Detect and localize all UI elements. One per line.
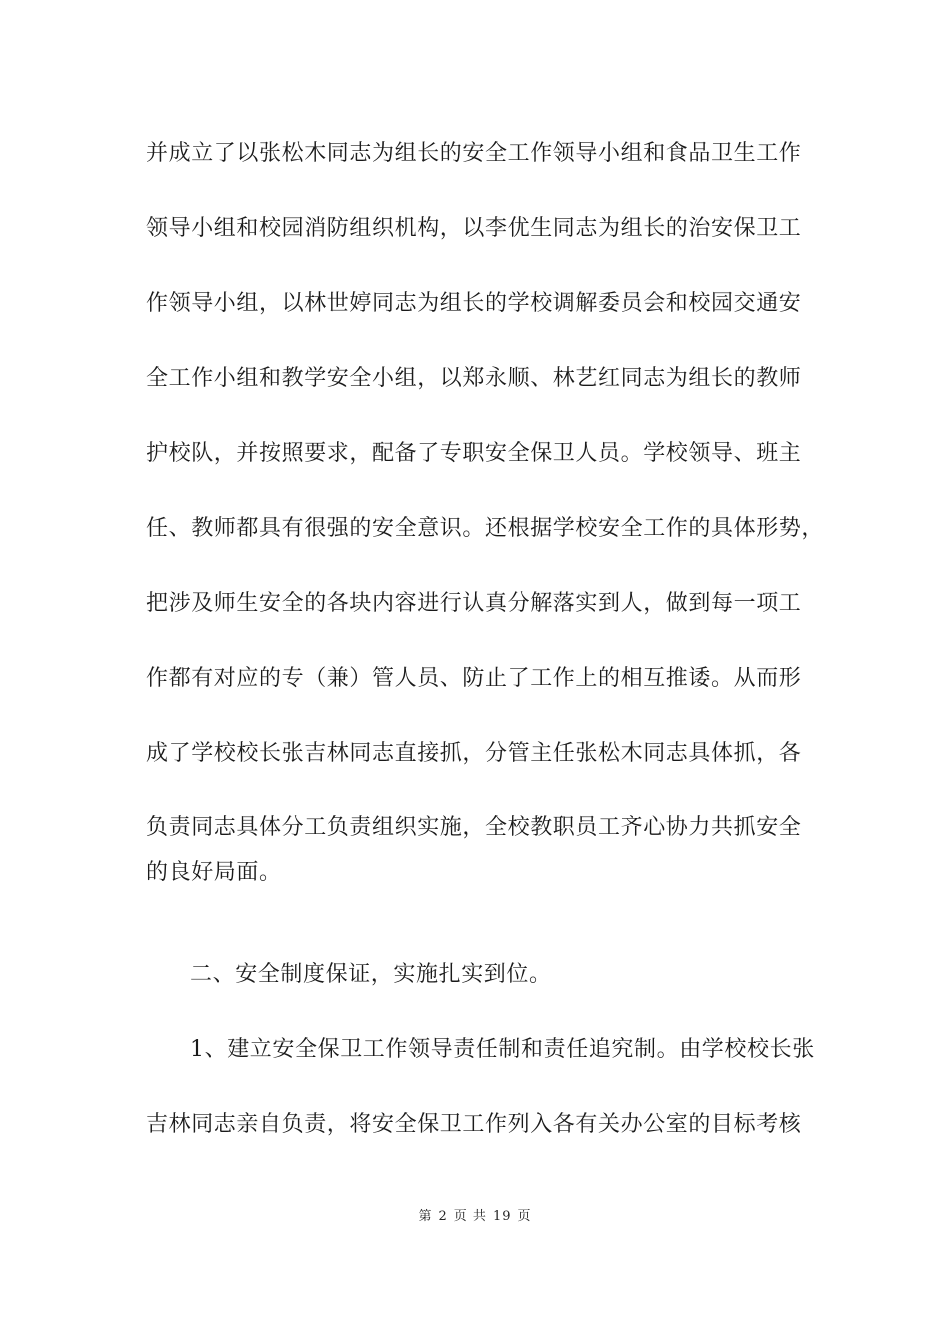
numbered-paragraph-start: 1、建立安全保卫工作领导责任制和责任追究制。由学校校长张 [190, 1037, 815, 1062]
footer-prefix: 第 [418, 1209, 433, 1224]
body-text-line: 任、教师都具有很强的安全意识。还根据学校安全工作的具体形势， [146, 516, 825, 541]
footer-suffix: 页 [517, 1209, 532, 1224]
footer-middle: 页 共 [453, 1209, 487, 1224]
body-text-line: 把涉及师生安全的各块内容进行认真分解落实到人，做到每一项工 [146, 591, 802, 616]
section-heading: 二、安全制度保证，实施扎实到位。 [190, 962, 552, 987]
body-text-line: 并成立了以张松木同志为组长的安全工作领导小组和食品卫生工作 [146, 141, 802, 166]
body-text-line: 的良好局面。 [146, 860, 282, 885]
body-text-line: 领导小组和校园消防组织机构，以李优生同志为组长的治安保卫工 [146, 216, 802, 241]
footer-current-page: 2 [438, 1209, 448, 1224]
page-footer [0, 1208, 950, 1226]
body-text-line: 全工作小组和教学安全小组，以郑永顺、林艺红同志为组长的教师 [146, 366, 802, 391]
body-text-line: 成了学校校长张吉林同志直接抓，分管主任张松木同志具体抓，各 [146, 741, 802, 766]
footer-total-pages: 19 [492, 1209, 512, 1224]
body-text-line: 作都有对应的专（兼）管人员、防止了工作上的相互推诿。从而形 [146, 666, 802, 691]
body-text-line: 吉林同志亲自负责，将安全保卫工作列入各有关办公室的目标考核 [146, 1112, 802, 1137]
body-text-line: 负责同志具体分工负责组织实施，全校教职员工齐心协力共抓安全 [146, 815, 802, 840]
body-text-line: 作领导小组，以林世婷同志为组长的学校调解委员会和校园交通安 [146, 291, 802, 316]
body-text-line: 护校队，并按照要求，配备了专职安全保卫人员。学校领导、班主 [146, 441, 802, 466]
